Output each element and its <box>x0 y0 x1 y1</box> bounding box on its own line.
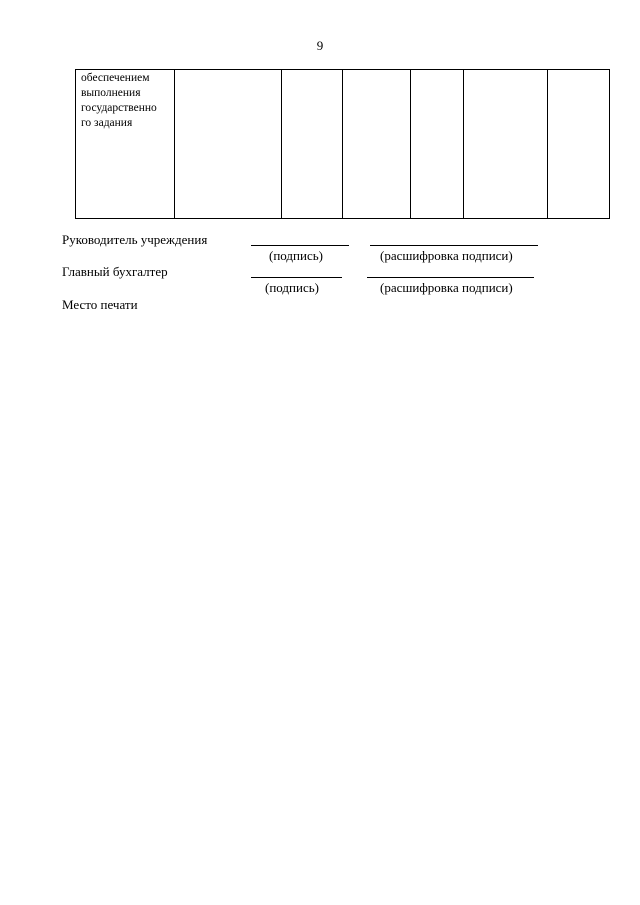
table-cell <box>464 70 548 219</box>
director-decode-line <box>370 245 538 246</box>
table-cell <box>343 70 411 219</box>
table-cell <box>548 70 610 219</box>
stamp-label: Место печати <box>62 297 138 312</box>
cell-line: обеспечением <box>81 72 150 84</box>
report-table <box>75 69 610 219</box>
accountant-label: Главный бухгалтер <box>62 264 168 279</box>
director-signature-line <box>251 245 349 246</box>
director-signature-caption: (подпись) <box>269 248 323 263</box>
accountant-decode-line <box>367 277 534 278</box>
table-row <box>76 70 610 219</box>
table-cell <box>282 70 343 219</box>
page-number: 9 <box>316 38 324 53</box>
accountant-decode-caption: (расшифровка подписи) <box>380 280 513 295</box>
director-decode-caption: (расшифровка подписи) <box>380 248 513 263</box>
accountant-signature-line <box>251 277 342 278</box>
director-label: Руководитель учреждения <box>62 232 208 247</box>
table-cell-description <box>76 70 175 219</box>
cell-line: государственно <box>81 102 157 114</box>
table-cell <box>411 70 464 219</box>
cell-line: го задания <box>81 117 133 129</box>
cell-line: выполнения <box>81 87 141 99</box>
accountant-signature-caption: (подпись) <box>265 280 319 295</box>
table-cell <box>175 70 282 219</box>
